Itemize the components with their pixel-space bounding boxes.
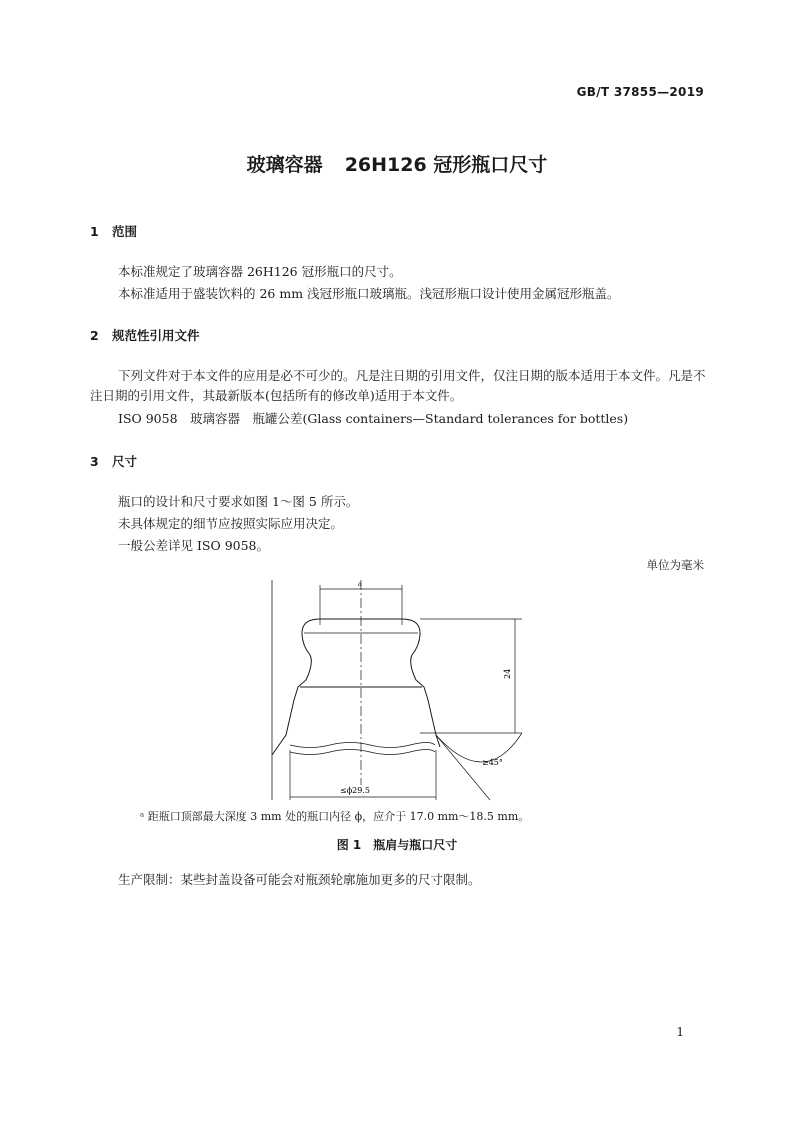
standard-code: GB/T 37855—2019 bbox=[576, 85, 704, 99]
unit-label: 单位为毫米 bbox=[646, 558, 704, 572]
page-title bbox=[0, 150, 794, 177]
section-3-heading bbox=[90, 452, 137, 470]
section-3-line-3: 一般公差详见 ISO 9058。 bbox=[118, 538, 270, 553]
section-1-line-2: 本标准适用于盛装饮料的 26 mm 浅冠形瓶口玻璃瓶。浅冠形瓶口设计使用金属冠形瓶盖。 bbox=[118, 286, 620, 301]
angle-label: ≥45° bbox=[482, 758, 503, 767]
section-3-line-2: 未具体规定的细节应按照实际应用决定。 bbox=[118, 516, 344, 531]
section-number: 3 bbox=[90, 454, 99, 469]
title-part1: 玻璃容器 bbox=[246, 154, 323, 176]
section-title: 规范性引用文件 bbox=[112, 328, 200, 343]
title-part2: 26H126 冠形瓶口尺寸 bbox=[344, 154, 548, 176]
section-number: 2 bbox=[90, 328, 99, 343]
production-limit: 生产限制：某些封盖设备可能会对瓶颈轮廓施加更多的尺寸限制。 bbox=[118, 872, 481, 887]
height-label: 24 bbox=[503, 668, 512, 679]
section-1-line-1: 本标准规定了玻璃容器 26H126 冠形瓶口的尺寸。 bbox=[118, 264, 402, 279]
section-number: 1 bbox=[90, 224, 99, 239]
page-number: 1 bbox=[676, 1025, 684, 1039]
section-title: 尺寸 bbox=[112, 454, 138, 469]
figure-caption: 图 1 瓶肩与瓶口尺寸 bbox=[336, 838, 458, 852]
top-mark: a bbox=[358, 581, 362, 588]
section-2-paragraph: 下列文件对于本文件的应用是必不可少的。凡是注日期的引用文件，仅注日期的版本适用于本文件。凡是不注日期的引用文件，其最新版本(包括所有的修改单)适用于本文件。 bbox=[90, 368, 706, 403]
section-1-heading bbox=[90, 222, 137, 240]
bottle-finish-drawing bbox=[260, 575, 540, 805]
diameter-label: ≤ϕ29.5 bbox=[340, 786, 370, 795]
section-title: 范围 bbox=[112, 224, 138, 239]
section-2-heading bbox=[90, 326, 200, 344]
section-3-line-1: 瓶口的设计和尺寸要求如图 1～图 5 所示。 bbox=[118, 494, 359, 509]
reference-iso-9058: ISO 9058 玻璃容器 瓶罐公差(Glass containers—Standard tolerances for bottles) bbox=[118, 411, 629, 426]
figure-note: ᵃ 距瓶口顶部最大深度 3 mm 处的瓶口内径 ϕ，应介于 17.0 mm～18.5 mm。 bbox=[140, 810, 530, 823]
